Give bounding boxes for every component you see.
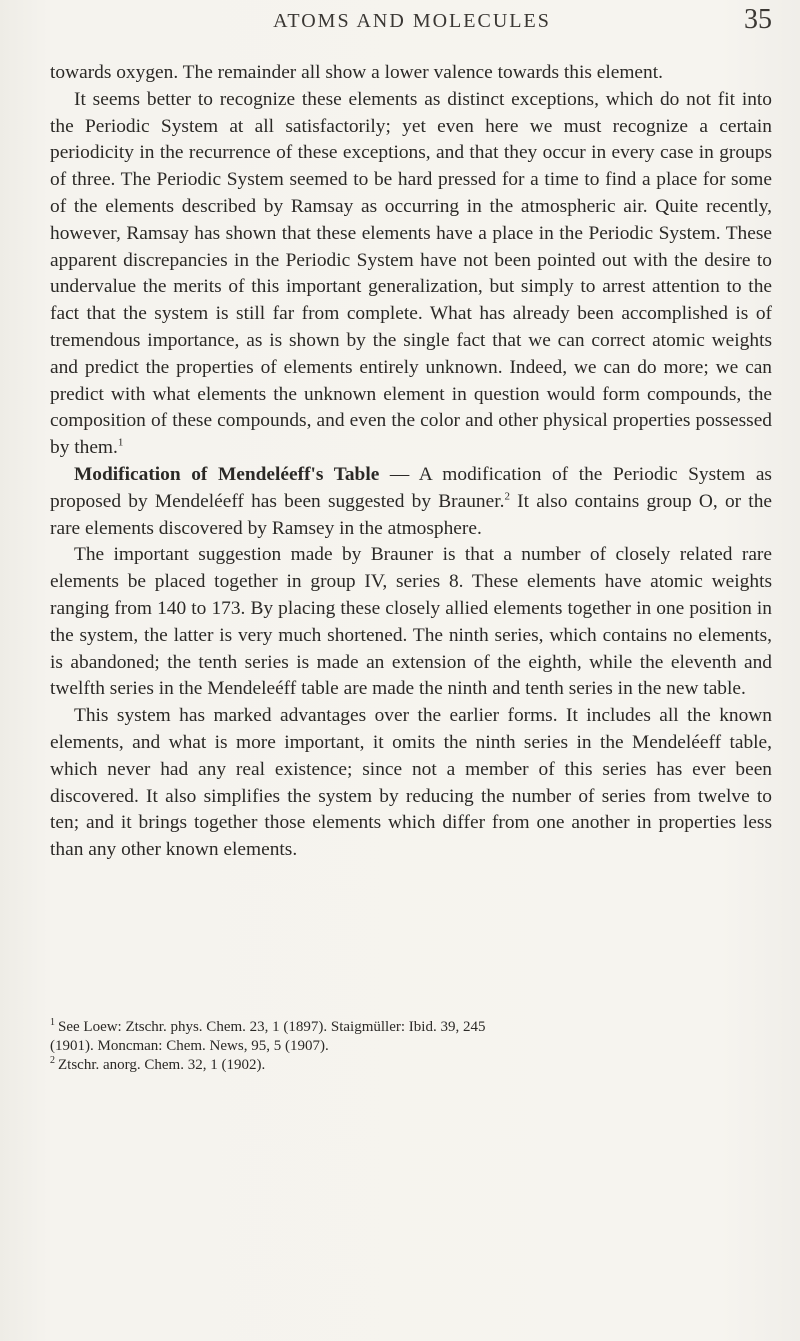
- footnote-1-mark: 1: [50, 1017, 55, 1028]
- footnote-1-continued: (1901). Moncman: Chem. News, 95, 5 (1907).: [50, 1038, 329, 1054]
- footnote-ref-2: 2: [504, 490, 510, 503]
- paragraph-2-text: It seems better to recognize these elements as distinct exceptions, which do not fit into the Periodic System at all satisfactorily; yet even here we must recognize a certain periodicity in the recurrence of these exceptions, and that they occur in every case in groups of three. The Periodic System seemed to be hard pressed for a time to find a place for some of the elements described by Ramsay as occurring in the atmospheric air. Quite recently, however, Ramsay has shown that these elements have a place in the Periodic System. These apparent discrepancies in the Periodic System have not been pointed out with the desire to undervalue the merits of this important generalization, but simply to arrest attention to the fact that the system is still far from complete. What has already been accomplished is of tremendous importance, as is shown by the single fact that we can correct atomic weights and predict the properties of elements entirely unknown. Indeed, we can do more; we can predict with what elements the unknown element in question would form compounds, the composition of these compounds, and even the color and other physical properties possessed by them.: [50, 88, 772, 459]
- paragraph-3-text: — A modification of the Periodic System as proposed by Mendeléeff has been suggested by Brauner.: [50, 463, 772, 512]
- footnote-ref-1: 1: [117, 436, 124, 449]
- page-number: 35: [744, 4, 772, 35]
- footnote-2-text: Ztschr. anorg. Chem. 32, 1 (1902).: [58, 1057, 266, 1073]
- paragraph-3-text-cont: It also contains group O, or the rare elements discovered by Ramsey in the atmosphere.: [50, 490, 772, 539]
- footnote-2-mark: 2: [50, 1055, 55, 1066]
- paragraph-5: This system has marked advantages over the earlier forms. It includes all the known elements, and what is more important, it omits the ninth series in the Mendeléeff table, which never had any real existence; since not a member of this series has ever been discovered. It also simplifies the system by reducing the number of series from twelve to ten; and it brings together those elements which differ from one another in properties less than any other known elements.: [50, 705, 772, 861]
- paragraph-1: towards oxygen. The remainder all show a lower valence towards this element.: [50, 62, 663, 83]
- running-header: [52, 4, 772, 44]
- footnote-1: [50, 1018, 772, 1037]
- section-heading: Modification of Mendeléeff's Table: [74, 463, 380, 485]
- paragraph-4: The important suggestion made by Brauner is that a number of closely related rare elements be placed together in group IV, series 8. These elements have atomic weights ranging from 140 to 173. By placing these closely allied elements together in one position in the system, the latter is very much shortened. The ninth series, which contains no elements, is abandoned; the tenth series is made an extension of the eighth, while the eleventh and twelfth series in the Mendeleéff table are made the ninth and tenth series in the new table.: [50, 544, 772, 700]
- footnotes: [50, 1018, 772, 1075]
- paragraph-3: [50, 462, 772, 542]
- body-text: [50, 60, 772, 864]
- running-title: ATOMS AND MOLECULES: [273, 10, 551, 32]
- footnote-1-text: See Loew: Ztschr. phys. Chem. 23, 1 (1897). Staigmüller: Ibid. 39, 245: [58, 1019, 486, 1035]
- footnote-2: [50, 1056, 772, 1075]
- paragraph-2: [50, 87, 772, 462]
